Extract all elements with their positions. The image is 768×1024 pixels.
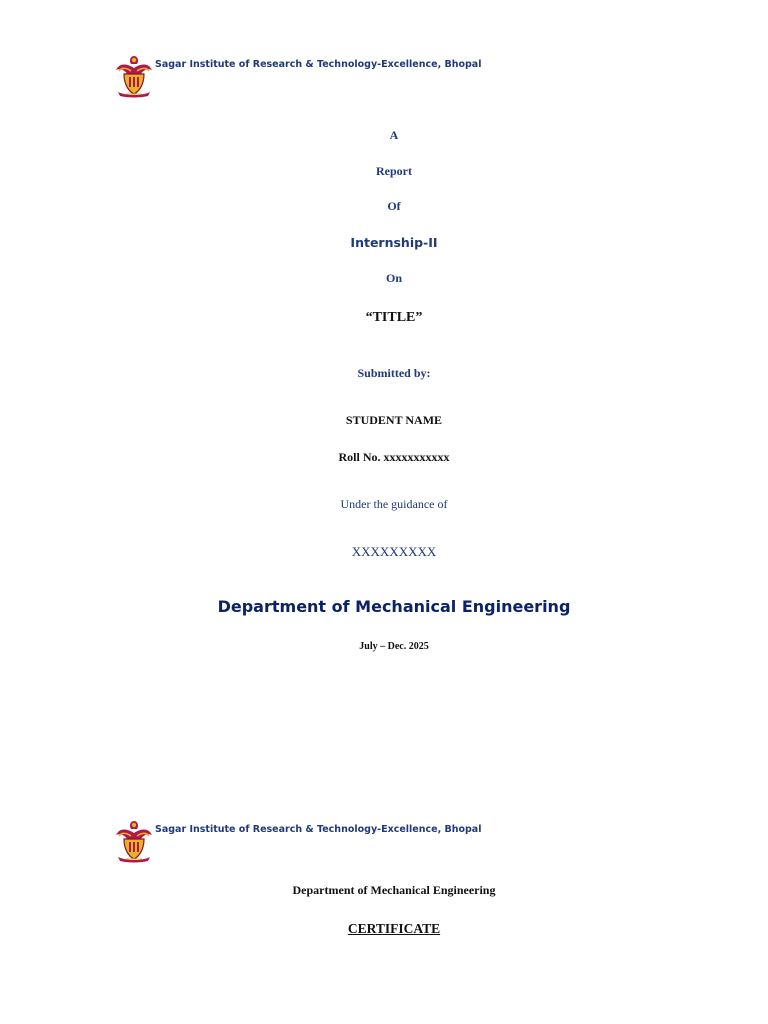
page1-header: [112, 52, 512, 98]
line-on: On: [385, 271, 402, 285]
line-of: Of: [387, 199, 401, 213]
roll-number: Roll No. xxxxxxxxxxx: [338, 450, 450, 464]
page2-department: Department of Mechanical Engineering: [292, 883, 496, 897]
report-title: “TITLE”: [365, 310, 423, 325]
submitted-by-label: Submitted by:: [357, 366, 431, 380]
report-subject: Internship-II: [350, 235, 438, 250]
line-report: Report: [376, 164, 412, 178]
student-name: STUDENT NAME: [345, 413, 443, 427]
page2-header: [112, 817, 512, 863]
department-heading: Department of Mechanical Engineering: [217, 597, 571, 616]
institute-logo-icon: [112, 817, 156, 863]
institute-name: Sagar Institute of Research & Technology-Excellence, Bhopal: [155, 59, 482, 70]
guidance-label: Under the guidance of: [340, 497, 448, 511]
institute-logo-icon: [112, 52, 156, 98]
line-a: A: [389, 128, 399, 142]
certificate-heading: CERTIFICATE: [347, 921, 441, 936]
session-dates: July – Dec. 2025: [359, 641, 429, 652]
guide-name: XXXXXXXXX: [351, 544, 437, 559]
institute-name: Sagar Institute of Research & Technology-Excellence, Bhopal: [155, 824, 482, 835]
